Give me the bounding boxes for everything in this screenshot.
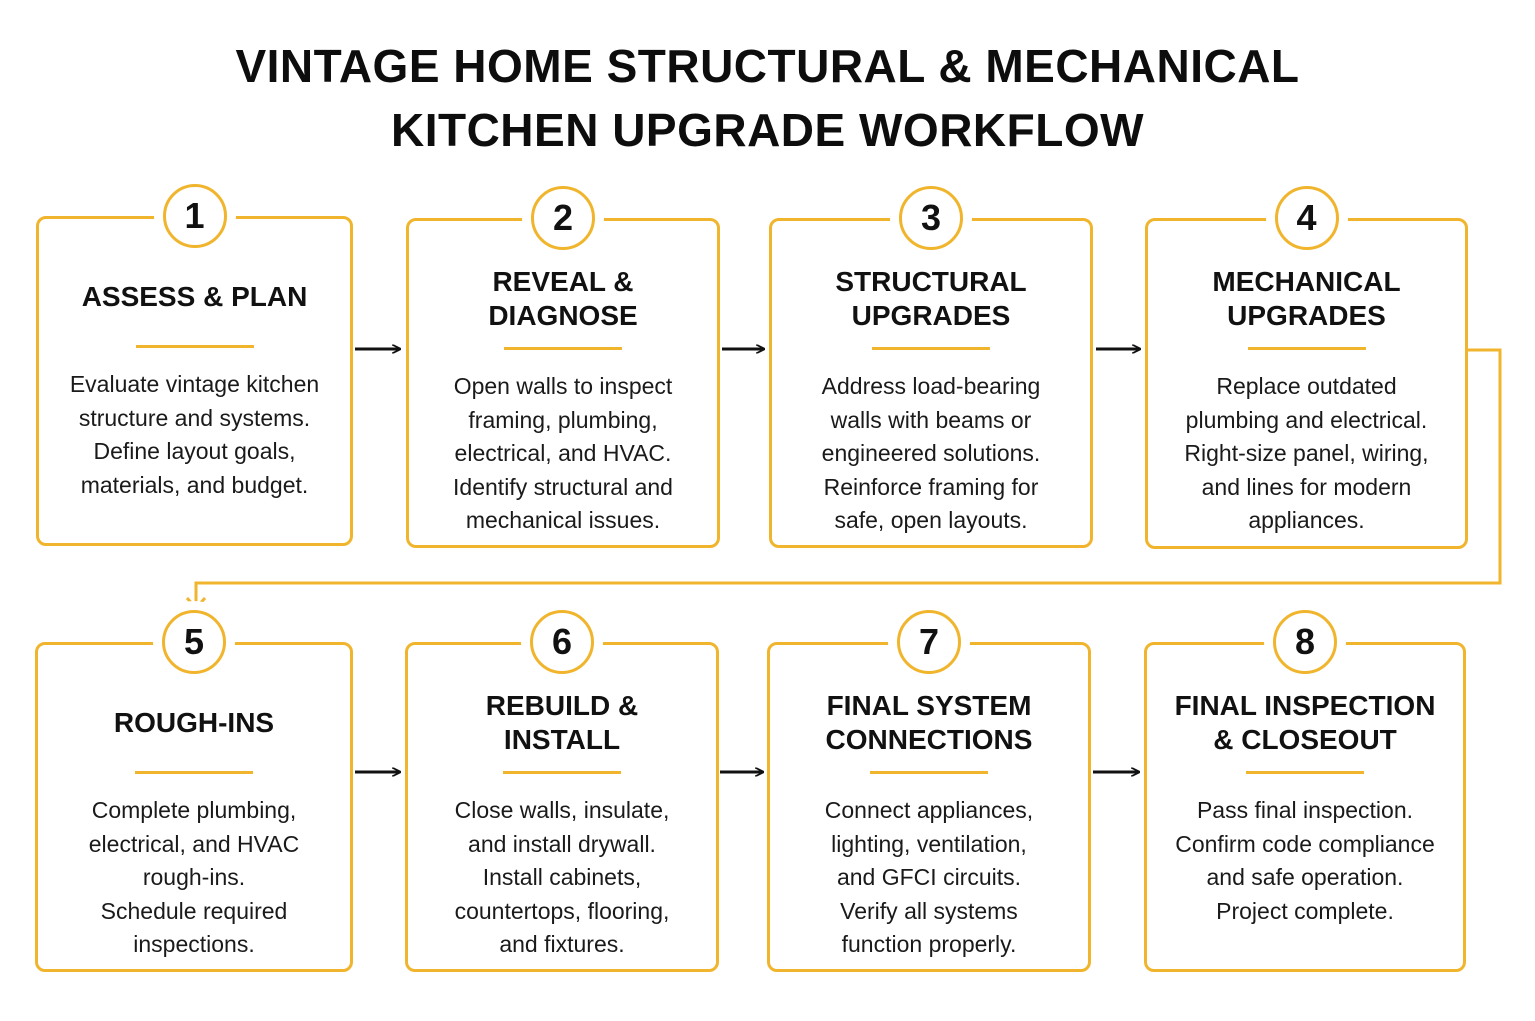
- step-description-7-line-2: lighting, ventilation,: [831, 830, 1027, 857]
- step-description-8-line-2: Confirm code compliance: [1175, 830, 1435, 857]
- step-heading-2-line-2: DIAGNOSE: [488, 300, 638, 331]
- step-divider-7: [870, 771, 988, 774]
- step-description-6: [455, 794, 670, 962]
- step-divider-8: [1246, 771, 1364, 774]
- title-line-1: VINTAGE HOME STRUCTURAL & MECHANICAL: [235, 40, 1300, 92]
- step-divider-4: [1248, 347, 1366, 350]
- step-card-1: [36, 195, 353, 546]
- step-description-1-line-3: Define layout goals,: [93, 438, 296, 464]
- step-divider-2: [504, 347, 622, 350]
- step-card-3: [769, 197, 1093, 548]
- step-description-7-line-4: Verify all systems: [840, 897, 1018, 924]
- step-heading-1-line-1: ASSESS & PLAN: [81, 281, 308, 312]
- step-description-1-line-1: Evaluate vintage kitchen: [69, 371, 320, 397]
- step-description-5-line-1: Complete plumbing,: [91, 797, 297, 823]
- step-heading-3: [835, 265, 1026, 333]
- step-description-4-line-5: appliances.: [1248, 507, 1365, 533]
- step-divider-3: [872, 347, 990, 350]
- step-description-4-line-1: Replace outdated: [1216, 373, 1397, 399]
- step-description-5-line-5: inspections.: [133, 931, 255, 957]
- step-card-4: [1145, 197, 1468, 549]
- step-description-3-line-2: walls with beams or: [830, 406, 1032, 433]
- step-heading-2: [488, 265, 637, 333]
- title-line-2: KITCHEN UPGRADE WORKFLOW: [390, 104, 1145, 156]
- step-number-badge-6: 6: [530, 610, 594, 674]
- step-description-1-line-2: structure and systems.: [78, 404, 311, 431]
- step-number-badge-4: 4: [1275, 186, 1339, 250]
- step-number-badge-1: 1: [163, 184, 227, 248]
- step-heading-6-line-1: REBUILD &: [485, 690, 639, 721]
- step-description-6-line-2: and install drywall.: [468, 830, 656, 857]
- step-card-5: [35, 621, 353, 972]
- step-description-3-line-1: Address load-bearing: [821, 373, 1041, 399]
- step-description-3-line-5: safe, open layouts.: [834, 507, 1028, 533]
- step-description-4-line-2: plumbing and electrical.: [1185, 406, 1428, 433]
- step-heading-7-line-2: CONNECTIONS: [825, 724, 1033, 755]
- step-number-badge-2: 2: [531, 186, 595, 250]
- step-description-7-line-5: function properly.: [841, 931, 1017, 957]
- step-description-7: [825, 794, 1033, 962]
- step-heading-4-line-1: MECHANICAL: [1212, 266, 1401, 297]
- step-description-8-line-3: and safe operation.: [1206, 864, 1404, 890]
- step-description-2-line-1: Open walls to inspect: [453, 373, 673, 399]
- step-divider-6: [503, 771, 621, 774]
- step-description-5-line-2: electrical, and HVAC: [88, 830, 300, 857]
- step-description-7-line-1: Connect appliances,: [824, 797, 1034, 823]
- step-number-badge-3: 3: [899, 186, 963, 250]
- step-description-4-line-4: and lines for modern: [1201, 473, 1412, 500]
- step-heading-5-line-1: ROUGH-INS: [113, 707, 275, 738]
- step-description-8-line-1: Pass final inspection.: [1196, 797, 1414, 823]
- step-description-4: [1184, 370, 1428, 538]
- step-description-6-line-1: Close walls, insulate,: [454, 797, 670, 823]
- step-divider-1: [136, 345, 254, 348]
- step-heading-8-line-2: & CLOSEOUT: [1213, 724, 1397, 755]
- step-description-5-line-4: Schedule required: [100, 897, 288, 924]
- step-description-8: [1175, 794, 1435, 928]
- step-description-6-line-5: and fixtures.: [499, 931, 625, 957]
- step-card-6: [405, 621, 719, 972]
- step-number-badge-8: 8: [1273, 610, 1337, 674]
- step-heading-8-line-1: FINAL INSPECTION: [1174, 690, 1436, 721]
- step-number-badge-5: 5: [162, 610, 226, 674]
- step-heading-2-line-1: REVEAL &: [492, 266, 634, 297]
- step-heading-6: [486, 689, 638, 757]
- step-description-5: [89, 794, 300, 962]
- step-description-2: [453, 370, 673, 538]
- step-description-1: [70, 368, 319, 502]
- step-description-1-line-4: materials, and budget.: [80, 471, 309, 498]
- step-divider-5: [135, 771, 253, 774]
- step-description-3-line-4: Reinforce framing for: [823, 473, 1039, 500]
- step-description-3-line-3: engineered solutions.: [821, 440, 1041, 466]
- step-description-6-line-3: Install cabinets,: [482, 864, 642, 890]
- step-card-7: [767, 621, 1091, 972]
- step-heading-1: [82, 263, 308, 331]
- step-heading-3-line-2: UPGRADES: [851, 300, 1011, 331]
- step-heading-8: [1175, 689, 1436, 757]
- step-description-8-line-4: Project complete.: [1216, 897, 1394, 924]
- step-card-2: [406, 197, 720, 548]
- step-description-6-line-4: countertops, flooring,: [454, 897, 670, 924]
- step-description-3: [822, 370, 1041, 538]
- step-heading-4: [1212, 265, 1400, 333]
- step-heading-7: [826, 689, 1033, 757]
- step-heading-5: [114, 689, 274, 757]
- step-description-7-line-3: and GFCI circuits.: [836, 864, 1022, 890]
- step-number-badge-7: 7: [897, 610, 961, 674]
- step-heading-4-line-2: UPGRADES: [1227, 300, 1386, 331]
- step-heading-7-line-1: FINAL SYSTEM: [826, 690, 1032, 721]
- step-heading-6-line-2: INSTALL: [503, 724, 621, 755]
- step-description-2-line-4: Identify structural and: [453, 473, 673, 500]
- step-description-2-line-3: electrical, and HVAC.: [454, 440, 672, 466]
- step-description-4-line-3: Right-size panel, wiring,: [1184, 440, 1429, 466]
- step-description-2-line-5: mechanical issues.: [465, 507, 661, 533]
- step-description-5-line-3: rough-ins.: [142, 864, 246, 890]
- step-description-2-line-2: framing, plumbing,: [468, 406, 658, 433]
- step-card-8: [1144, 621, 1466, 972]
- step-heading-3-line-1: STRUCTURAL: [835, 266, 1027, 297]
